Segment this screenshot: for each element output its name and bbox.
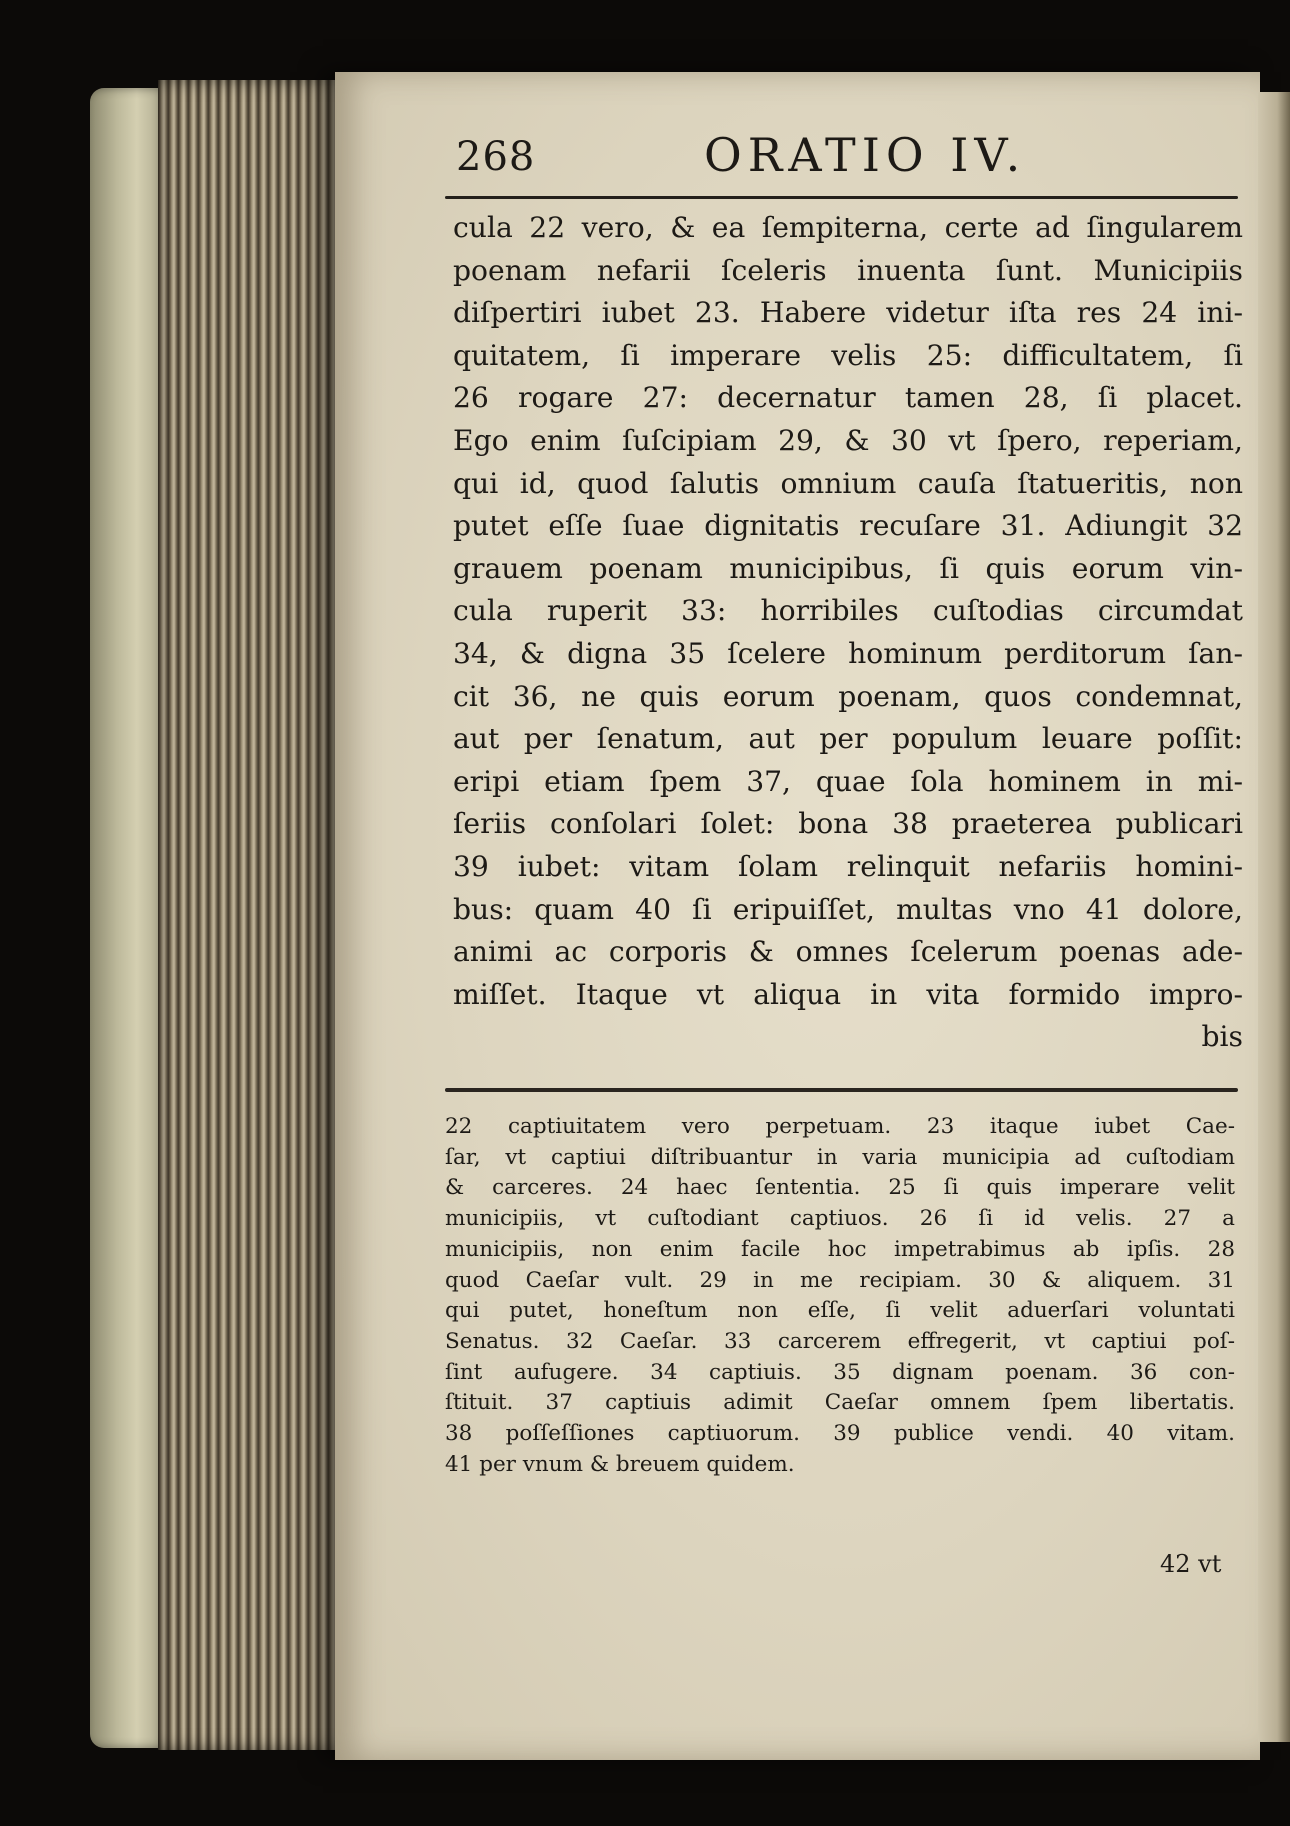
header-rule bbox=[445, 196, 1238, 199]
footnote-line: ſar, vt captiui diſtribuantur in varia municipia ad cuſtodiam bbox=[445, 1144, 1235, 1170]
running-head bbox=[440, 122, 1240, 202]
footnote-line: Senatus. 32 Caeſar. 33 carcerem effregerit, vt captiui poſ- bbox=[445, 1328, 1235, 1354]
text-line: grauem poenam municipibus, ſi quis eorum vin- bbox=[453, 551, 1243, 585]
footnote-line: ſint aufugere. 34 captiuis. 35 dignam poenam. 36 con- bbox=[445, 1359, 1235, 1385]
text-line: diſpertiri iubet 23. Habere videtur iſta res 24 ini- bbox=[453, 296, 1243, 330]
text-line: putet eſſe ſuae dignitatis recuſare 31. Adiungit 32 bbox=[453, 509, 1243, 543]
text-line: 26 rogare 27: decernatur tamen 28, ſi placet. bbox=[453, 381, 1243, 415]
footnote-line: municipiis, non enim facile hoc impetrabimus ab ipſis. 28 bbox=[445, 1236, 1235, 1262]
text-line: eripi etiam ſpem 37, quae ſola hominem in mi- bbox=[453, 764, 1243, 798]
footnote-line: & carceres. 24 haec ſententia. 25 ſi quis imperare velit bbox=[445, 1175, 1235, 1201]
text-line: miſſet. Itaque vt aliqua in vita formido impro- bbox=[453, 977, 1243, 1011]
footnote-line: municipiis, vt cuſtodiant captiuos. 26 ſi id velis. 27 a bbox=[445, 1206, 1235, 1232]
text-line: cula ruperit 33: horribiles cuſtodias circumdat bbox=[453, 594, 1243, 628]
page-stack-fore-edge bbox=[158, 80, 358, 1750]
text-line: qui id, quod ſalutis omnium cauſa ſtatueritis, non bbox=[453, 466, 1243, 500]
footnote-line: 22 captiuitatem vero perpetuam. 23 itaque iubet Cae- bbox=[445, 1114, 1235, 1139]
text-line: cit 36, ne quis eorum poenam, quos condemnat, bbox=[453, 679, 1243, 713]
text-line: bus: quam 40 ſi eripuiſſet, multas vno 41 dolore, bbox=[453, 892, 1243, 926]
footnote-line: 38 poſſeſſiones captiuorum. 39 publice vendi. 40 vitam. bbox=[445, 1421, 1235, 1447]
footnote-line: 41 per vnum & breuem quidem. bbox=[445, 1451, 795, 1477]
text-line: 39 iubet: vitam ſolam relinquit nefariis homini- bbox=[453, 849, 1243, 883]
running-title: ORATIO IV. bbox=[704, 128, 1027, 182]
text-line: poenam nefarii ſceleris inuenta ſunt. Municipiis bbox=[453, 253, 1243, 287]
text-line: aut per ſenatum, aut per populum leuare poſſit: bbox=[453, 722, 1243, 756]
footnote-line: ſtituit. 37 captiuis adimit Caeſar omnem ſpem libertatis. bbox=[445, 1390, 1235, 1416]
footnote-line: qui putet, honeſtum non eſſe, ſi velit aduerſari voluntati bbox=[445, 1298, 1235, 1324]
text-line: 34, & digna 35 ſcelere hominum perditorum ſan- bbox=[453, 636, 1243, 670]
vellum-cover-edge bbox=[90, 88, 168, 1748]
text-line: ſeriis conſolari ſolet: bona 38 praeterea publicari bbox=[453, 807, 1243, 841]
page-number: 268 bbox=[456, 134, 536, 180]
text-line-last: bis bbox=[1201, 1020, 1243, 1054]
text-line: animi ac corporis & omnes ſcelerum poenas ade- bbox=[453, 935, 1243, 969]
main-text-block bbox=[453, 207, 1243, 1059]
facing-page-edge bbox=[1258, 92, 1290, 1742]
catchword: 42 vt bbox=[1160, 1550, 1222, 1578]
footnote-rule bbox=[445, 1088, 1238, 1092]
text-line: Ego enim ſuſcipiam 29, & 30 vt ſpero, reperiam, bbox=[453, 423, 1243, 457]
footnotes-block bbox=[445, 1112, 1235, 1480]
footnote-line: quod Caeſar vult. 29 in me recipiam. 30 & aliquem. 31 bbox=[445, 1267, 1235, 1293]
text-line: quitatem, ſi imperare velis 25: difficultatem, ſi bbox=[453, 338, 1243, 372]
text-line: cula 22 vero, & ea ſempiterna, certe ad ſingularem bbox=[453, 211, 1243, 244]
